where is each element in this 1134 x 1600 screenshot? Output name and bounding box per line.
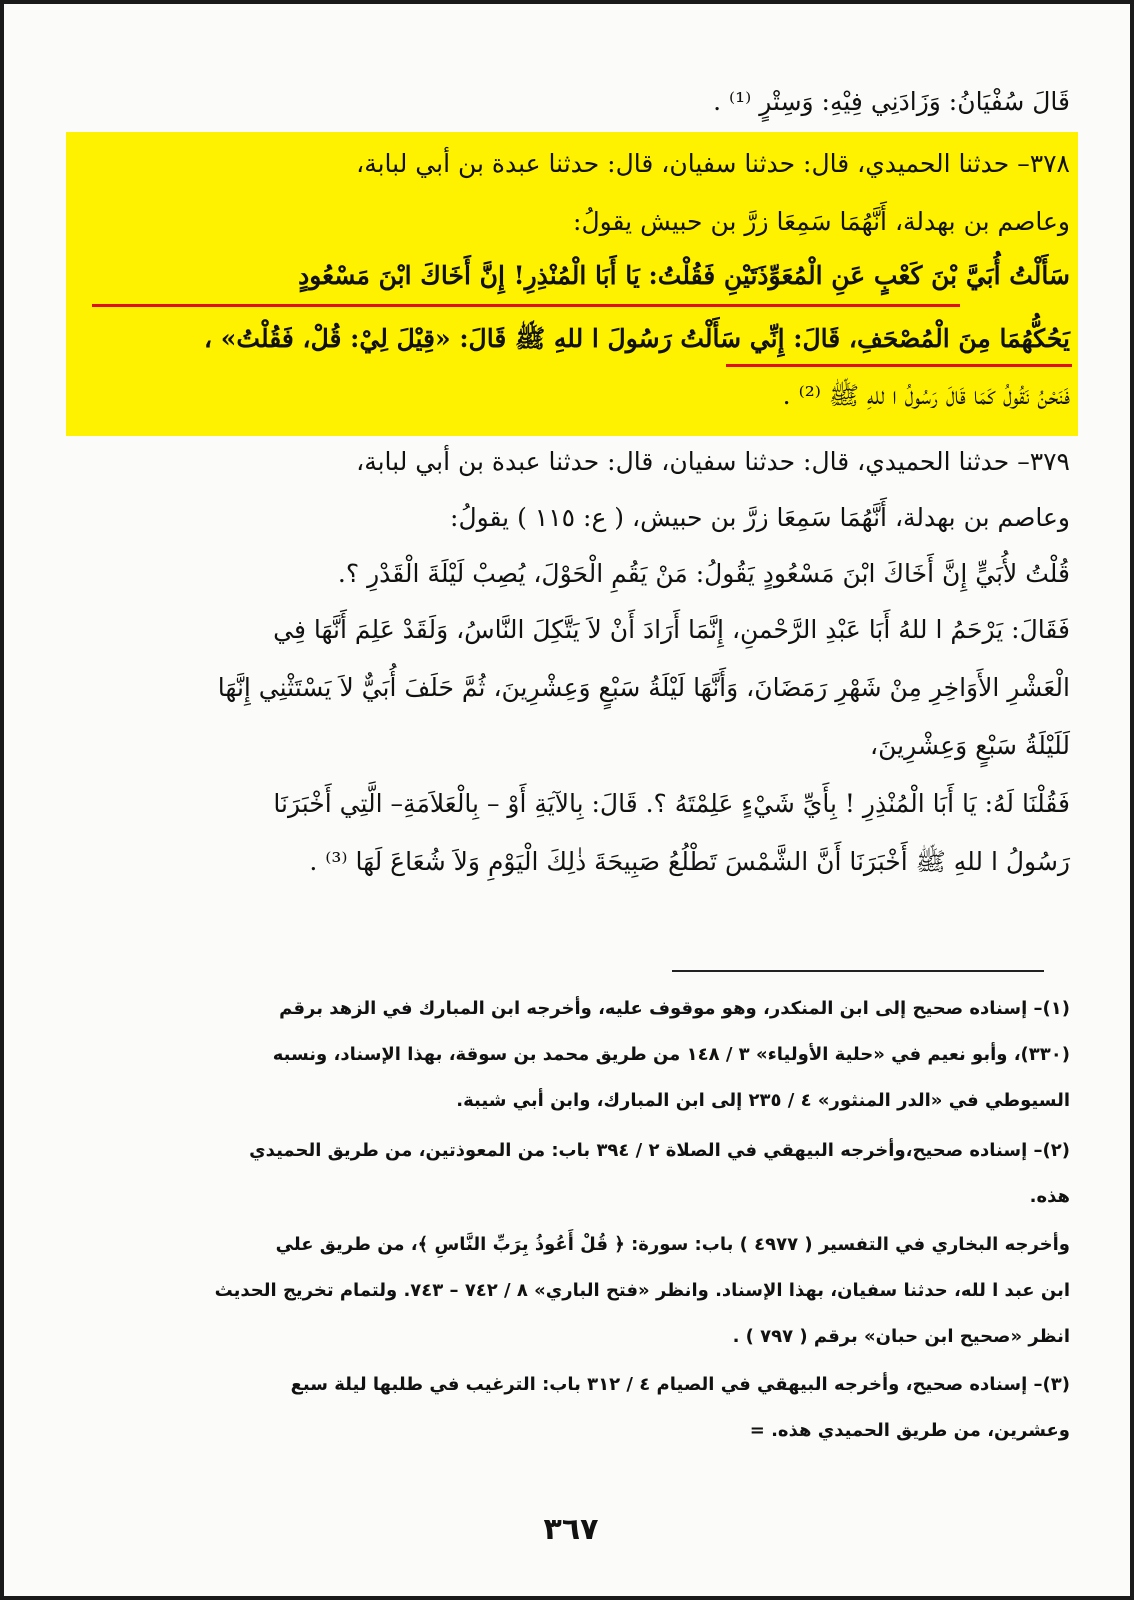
footnote-1-line-3: السيوطي في «الدر المنثور» ٤ / ٢٣٥ إلى ابن المبارك، وابن أبي شيبة. [456,1090,1070,1111]
footnote-2-line-4: ابن عبد ا لله، حدثنا سفيان، بهذا الإسناد. وانظر «فتح الباري» ٨ / ٧٤٢ – ٧٤٣. ولتمام تخريج الحديث [214,1280,1070,1301]
hadith-378-line-4: يَحُكُّهُمَا مِنَ الْمُصْحَفِ، قَالَ: إِنِّي سَأَلْتُ رَسُولَ ا للهِ ﷺ قَالَ: «قِيْلَ لِيْ: قُلْ، فَقُلْتُ» ، [204,324,1070,353]
hadith-379-line-5: الْعَشْرِ الأَوَاخِرِ مِنْ شَهْرِ رَمَضَانَ، وَأَنَّهَا لَيْلَةُ سَبْعٍ وَعِشْرِينَ، ثُمَّ حَلَفَ أُبَيٌّ لاَ يَسْتَثْنِي إِنَّهَا [217,673,1070,702]
hadith-379-line-8: رَسُولُ ا للهِ ﷺ أَخْبَرَنَا أَنَّ الشَّمْسَ تَطْلُعُ صَبِيحَةَ ذٰلِكَ الْيَوْمِ وَلاَ شُعَاعَ لَهَا ⁽³⁾ . [309,847,1070,876]
hadith-379-line-4: فَقَالَ: يَرْحَمُ ا للهُ أَبَا عَبْدِ الرَّحْمنِ، إِنَّمَا أَرَادَ أَنْ لاَ يَتَّكِلَ النَّاسُ، وَلَقَدْ عَلِمَ أَنَّهَا فِي [273,615,1070,644]
footnote-2-line-5: انظر «صحيح ابن حبان» برقم ( ٧٩٧ ) . [732,1326,1070,1347]
hadith-379-line-3: قُلْتُ لأُبَيٍّ إِنَّ أَخَاكَ ابْنَ مَسْعُودٍ يَقُولُ: مَنْ يَقُمِ الْحَوْلَ، يُصِبْ لَيْلَةَ الْقَدْرِ ؟. [337,559,1070,588]
hadith-378-line-5: فَنَحْنُ نَقُولُ كَمَا قَالَ رَسُولُ ا للهِ ﷺ ⁽²⁾ . [782,381,1070,410]
hadith-379-line-1: ٣٧٩– حدثنا الحميدي، قال: حدثنا سفيان، قال: حدثنا عبدة بن أبي لبابة، [356,447,1070,476]
hadith-379-line-7: فَقُلْنَا لَهُ: يَا أَبَا الْمُنْذِرِ ! بِأَيِّ شَيْءٍ عَلِمْتَهُ ؟. قَالَ: بِالآيَةِ أَوْ – بِالْعَلاَمَةِ– الَّتِي أَخْبَرَنَا [273,789,1070,818]
footnote-1-line-2: (٣٣٠)، وأبو نعيم في «حلية الأولياء» ٣ / ١٤٨ من طريق محمد بن سوقة، بهذا الإسناد، ونسبه [272,1044,1070,1065]
text-line-sufyan-addition: قَالَ سُفْيَانُ: وَزَادَنِي فِيْهِ: وَسِتْرٍ ⁽¹⁾ . [713,87,1070,116]
hadith-378-line-3: سَأَلْتُ أُبَيَّ بْنَ كَعْبٍ عَنِ الْمُعَوِّذَتَيْنِ فَقُلْتُ: يَا أَبَا الْمُنْذِرِ! إِنَّ أَخَاكَ ابْنَ مَسْعُودٍ [298,261,1070,290]
red-underline-2 [726,364,1072,367]
footnote-3-line-1: (٣)– إسناده صحيح، وأخرجه البيهقي في الصيام ٤ / ٣١٢ باب: الترغيب في طلبها ليلة سبع [290,1374,1070,1395]
hadith-379-line-2: وعاصم بن بهدلة، أَنَّهُمَا سَمِعَا زرَّ بن حبيش، ( ع: ١١٥ ) يقولُ: [450,503,1070,532]
hadith-379-line-6: لَلَيْلَةُ سَبْعٍ وَعِشْرِينَ، [870,731,1070,760]
hadith-378-line-2: وعاصم بن بهدلة، أَنَّهُمَا سَمِعَا زرَّ بن حبيش يقولُ: [573,207,1070,236]
footnote-2-line-2: هذه. [1029,1186,1070,1207]
footnote-1-line-1: (١)– إسناده صحيح إلى ابن المنكدر، وهو موقوف عليه، وأخرجه ابن المبارك في الزهد برقم [279,998,1070,1019]
footnote-2-line-1: (٢)– إسناده صحيح،وأخرجه البيهقي في الصلاة ٢ / ٣٩٤ باب: من المعوذتين، من طريق الحميدي [249,1140,1070,1161]
footnote-separator [672,970,1044,972]
footnote-2-line-3: وأخرجه البخاري في التفسير ( ٤٩٧٧ ) باب: سورة: ﴿ قُلْ أَعُوذُ بِرَبِّ النَّاسِ ﴾، من طريق علي [275,1234,1070,1255]
footnote-3-line-2: وعشرين، من طريق الحميدي هذه. = [749,1420,1070,1441]
red-underline-1 [92,304,960,307]
hadith-378-line-1: ٣٧٨– حدثنا الحميدي، قال: حدثنا سفيان، قال: حدثنا عبدة بن أبي لبابة، [356,149,1070,178]
page-number: ٣٦٧ [543,1512,599,1547]
